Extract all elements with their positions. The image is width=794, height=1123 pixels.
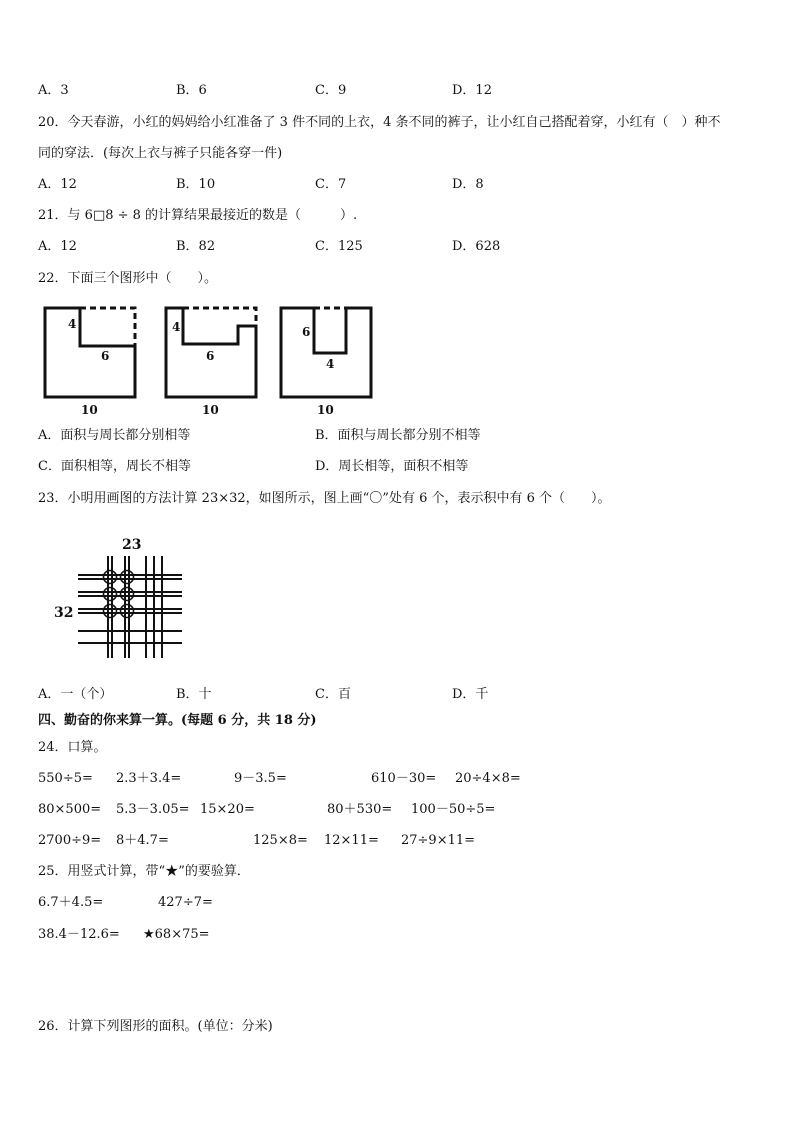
q24-r3c4: 12×11= (324, 833, 379, 848)
q20-option-a: A．12 (38, 177, 77, 192)
q24-r1c4: 610－30= (371, 771, 437, 786)
q22-figure-3 (281, 308, 371, 397)
q24-r2c3: 15×20= (200, 802, 255, 817)
q22-figures (30, 296, 390, 420)
q22-fig1-bottom-label: 6 (101, 349, 110, 363)
q19-option-a: A．3 (38, 83, 69, 98)
q20-option-d: D．8 (452, 177, 484, 192)
q22-fig3-bottom-label: 4 (326, 357, 335, 371)
q23-circle-3 (104, 588, 117, 601)
q19-option-c: C．9 (315, 83, 347, 98)
q26-title: 26．计算下列图形的面积。(单位：分米) (38, 1019, 273, 1034)
q22-fig2-base-label: 10 (202, 403, 219, 417)
q23-option-b: B．十 (176, 687, 212, 702)
q25-item-3: 38.4－12.6= (38, 927, 120, 942)
q22-option-c: C．面积相等，周长不相等 (38, 459, 191, 474)
q23-circle-2 (121, 571, 134, 584)
q22-figure-1 (45, 308, 135, 397)
q24-r2c5: 100－50÷5= (411, 802, 496, 817)
q22-stem: 22．下面三个图形中（ ）。 (38, 271, 218, 286)
q22-fig2-side-label: 4 (172, 320, 181, 334)
q24-r2c2: 5.3－3.05= (116, 802, 190, 817)
q19-option-b: B．6 (176, 83, 207, 98)
q25-item-4: ★68×75= (143, 927, 210, 942)
q25-title: 25．用竖式计算，带“★”的要验算． (38, 864, 250, 879)
q22-option-a: A．面积与周长都分别相等 (38, 428, 191, 443)
q24-r3c3: 125×8= (253, 833, 308, 848)
q23-stem: 23．小明用画图的方法计算 23×32，如图所示，图上画“〇”处有 6 个，表示积中有 6 个（ ）。 (38, 491, 611, 506)
q22-option-b: B．面积与周长都分别不相等 (315, 428, 481, 443)
section-4-title: 四、勤奋的你来算一算。(每题 6 分，共 18 分) (38, 713, 317, 728)
q24-r2c1: 80×500= (38, 802, 102, 817)
q21-option-a: A．12 (38, 239, 77, 254)
q20-stem-line2: 同的穿法．(每次上衣与裤子只能各穿一件) (38, 146, 283, 161)
q24-title: 24．口算。 (38, 740, 107, 755)
q24-r3c1: 2700÷9= (38, 833, 102, 848)
q22-fig3-base-label: 10 (317, 403, 334, 417)
q22-option-d: D．周长相等，面积不相等 (315, 459, 469, 474)
q24-r1c5: 20÷4×8= (455, 771, 521, 786)
q23-circle-1 (104, 571, 117, 584)
q23-top-label: 23 (122, 537, 142, 553)
q23-option-c: C．百 (315, 687, 351, 702)
q21-option-b: B．82 (176, 239, 216, 254)
q21-option-d: D．628 (452, 239, 501, 254)
q22-fig2-bottom-label: 6 (206, 349, 215, 363)
q25-item-1: 6.7＋4.5= (38, 895, 104, 910)
q20-option-b: B．10 (176, 177, 216, 192)
q21-option-c: C．125 (315, 239, 363, 254)
q23-circle-5 (104, 605, 117, 618)
q24-r3c2: 8＋4.7= (116, 833, 169, 848)
q24-r1c1: 550÷5= (38, 771, 93, 786)
q22-fig1-base-label: 10 (81, 403, 98, 417)
q21-stem: 21．与 6□8 ÷ 8 的计算结果最接近的数是（ ）. (38, 208, 358, 223)
q23-circle-4 (121, 588, 134, 601)
q23-circle-6 (121, 605, 134, 618)
q19-option-d: D．12 (452, 83, 492, 98)
q22-fig3-side-label: 6 (302, 325, 311, 339)
q24-r2c4: 80＋530= (327, 802, 393, 817)
q20-stem-line1: 20．今天春游，小红的妈妈给小红准备了 3 件不同的上衣，4 条不同的裤子，让小红自己搭配着穿，小红有（ ）种不 (38, 115, 721, 130)
q24-r1c2: 2.3＋3.4= (116, 771, 182, 786)
q25-item-2: 427÷7= (158, 895, 213, 910)
q23-grid-figure (50, 532, 190, 664)
q24-r3c5: 27÷9×11= (401, 833, 476, 848)
q24-r1c3: 9－3.5= (234, 771, 287, 786)
q23-option-a: A．一（个） (38, 687, 113, 702)
q23-option-d: D．千 (452, 687, 489, 702)
q22-fig1-side-label: 4 (68, 317, 77, 331)
q20-option-c: C．7 (315, 177, 347, 192)
q23-left-label: 32 (54, 605, 74, 621)
